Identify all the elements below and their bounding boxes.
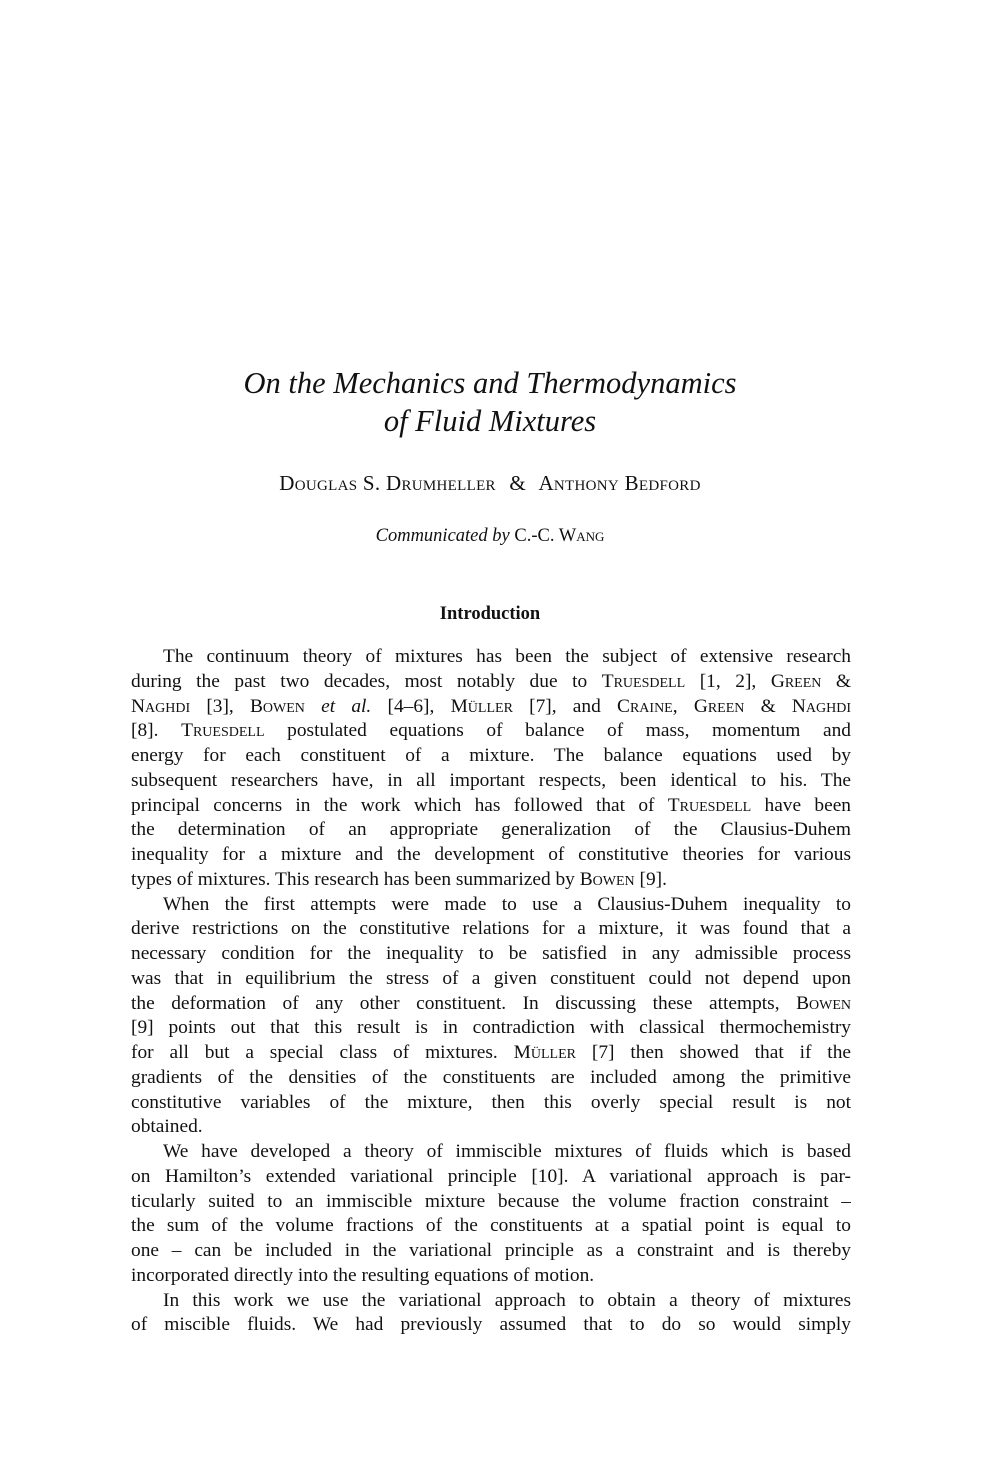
text-line: during the past two decades, most notably due to Truesdell [1, 2], Green & [131,670,851,692]
paragraph-3 [131,1140,851,1289]
text-line: derive restrictions on the constitutive relations for a mixture, it was found that a [131,918,851,940]
author-drumheller: Douglas S. Drumheller [279,471,496,495]
line-text: The continuum theory of mixtures has been the subject of extensive research [163,646,851,667]
text-line [131,645,851,670]
text-line: subsequent researchers have, in all important respects, been identical to his. The [131,769,851,791]
author-list [130,470,850,496]
text-line: incorporated directly into the resulting equations of motion. [131,1264,595,1286]
text-line: types of mixtures. This research has been summarized by Bowen [9]. [131,868,667,890]
title-line-2: of Fluid Mixtures [383,404,597,438]
text-line: obtained. [131,1116,203,1138]
paragraph-1 [131,645,851,893]
communicator-name: C.-C. Wang [514,526,605,546]
text-line: necessary condition for the inequality to be satisfied in any admissible process [131,943,851,964]
text-line: of miscible fluids. We had previously assumed that to do so would simply [131,1314,851,1336]
text-line: ticularly suited to an immiscible mixture because the volume fraction constraint – [131,1190,851,1212]
text-line: When the first attempts were made to use a Clausius-Duhem inequality to [163,893,851,915]
text-line: constitutive variables of the mixture, then this overly special result is not [131,1091,851,1113]
paragraph-2 [131,893,851,1141]
text-line: gradients of the densities of the constituents are included among the primitive [131,1066,851,1088]
text-line: We have developed a theory of immiscible mixtures of fluids which is based [163,1141,851,1162]
author-ampersand: & [509,471,527,495]
text-line: the deformation of any other constituent. In discussing these attempts, Bowen [131,992,851,1014]
text-line: [8]. Truesdell postulated equations of balance of mass, momentum and [131,720,851,742]
text-line: one – can be included in the variational principle as a constraint and is thereby [131,1240,851,1261]
author-bedford: Anthony Bedford [538,471,701,495]
text-line: on Hamilton’s extended variational principle [10]. A variational approach is par- [131,1165,851,1187]
text-line: the determination of an appropriate generalization of the Clausius-Duhem [131,819,851,841]
text-line: energy for each constituent of a mixture. The balance equations used by [131,745,851,766]
title-line-1: On the Mechanics and Thermodynamics [243,366,737,400]
text-line: In this work we use the variational approach to obtain a theory of mixtures [163,1289,851,1311]
text-line: was that in equilibrium the stress of a given constituent could not depend upon [131,967,851,989]
communicated-by [130,524,850,548]
text-line: Naghdi [3], Bowen et al. [4–6], Müller [7], and Craine, Green & Naghdi [131,695,851,717]
communicated-prefix: Communicated by [375,526,510,546]
text-line: principal concerns in the work which has followed that of Truesdell have been [131,794,851,816]
paragraph-4 [131,1289,851,1339]
text-line: for all but a special class of mixtures. Müller [7] then showed that if the [131,1042,851,1063]
paper-title [130,364,850,440]
text-line: inequality for a mixture and the development of constitutive theories for various [131,844,851,865]
text-line: the sum of the volume fractions of the constituents at a spatial point is equal to [131,1215,851,1237]
section-heading-introduction: Introduction [439,604,541,624]
body-text [131,645,851,1338]
text-line: [9] points out that this result is in contradiction with classical thermochemistry [131,1017,851,1039]
